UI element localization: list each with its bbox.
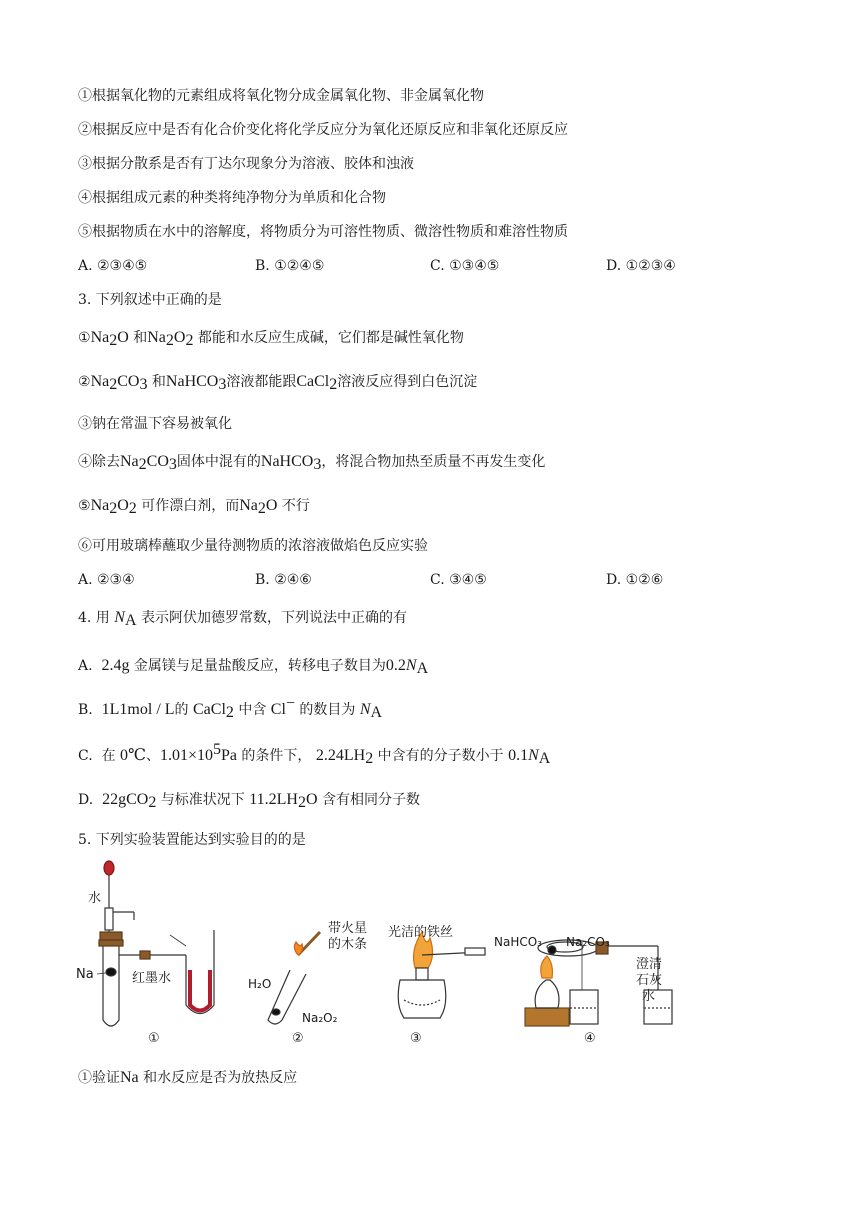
item-2: ②根据反应中是否有化合价变化将化学反应分为氧化还原反应和非氧化还原反应: [78, 122, 568, 138]
q3-statement-2: $②Na_2CO_3$ 和NaHCO$_3$溶液都能跟CaCl$_2$溶液反应得到白色沉淀: [78, 373, 478, 393]
q3-statement-3: ③钠在常温下容易被氧化: [78, 416, 232, 432]
label-lime-2: 石灰: [636, 973, 663, 988]
q2-option-b: B. ①②④⑤: [255, 258, 325, 274]
label-red-ink: 红墨水: [132, 971, 172, 986]
q3-stem: 3. 下列叙述中正确的是: [78, 292, 222, 308]
item-4: ④根据组成元素的种类将纯净物分为单质和化合物: [78, 190, 386, 206]
q3-option-c: C. ③④⑤: [430, 572, 487, 588]
label-lime-3: 水: [642, 989, 656, 1004]
label-na2co3: Na₂CO₃: [566, 935, 610, 949]
q3-option-b: B. ②④⑥: [255, 572, 312, 588]
q3-statement-5: $⑤Na_2O_2$ 可作漂白剂，而$Na_2O$ 不行: [78, 497, 310, 517]
label-h2o: H₂O: [248, 977, 272, 991]
q3-statement-6: ⑥可用玻璃棒蘸取少量待测物质的浓溶液做焰色反应实验: [78, 538, 428, 554]
caption-1: ①: [148, 1031, 160, 1046]
label-spark-1: 带火星: [328, 921, 368, 936]
item-3: ③根据分散系是否有丁达尔现象分为溶液、胶体和浊液: [78, 156, 414, 172]
caption-2: ②: [292, 1031, 304, 1046]
q2-option-a: A. ②③④⑤: [78, 258, 148, 274]
q4-option-a: A. 2.4g 金属镁与足量盐酸反应，转移电子数目为$0.2N_A$: [78, 657, 429, 677]
label-spark-2: 的木条: [328, 937, 368, 952]
q2-option-d: D. ①②③④: [606, 258, 676, 274]
q4-stem: 4. 用 $N_A$ 表示阿伏加德罗常数，下列说法中正确的有: [78, 609, 407, 629]
q3-statement-4: ④除去$Na_2CO_3$固体中混有的NaHCO$_3$，将混合物加热至质量不再发生变化: [78, 453, 546, 473]
caption-3: ③: [410, 1031, 422, 1046]
q4-option-c: C. 在 0℃、$1.01\times 10^5Pa$ 的条件下， $2.24LH_2$ 中含有的分子数小于 $0.1N_A$: [78, 741, 551, 767]
apparatus-figure: [70, 860, 710, 1050]
q4-option-b: B. 1L1mol / L的 CaCl$_2$ 中含 Cl− 的数目为 $N_A$: [78, 695, 383, 721]
item-5: ⑤根据物质在水中的溶解度，将物质分为可溶性物质、微溶性物质和难溶性物质: [78, 224, 568, 240]
label-na2o2: Na₂O₂: [302, 1011, 338, 1025]
label-lime-1: 澄清: [636, 957, 663, 972]
label-water: 水: [88, 891, 102, 906]
q5-stem: 5. 下列实验装置能达到实验目的的是: [78, 832, 306, 848]
q2-option-c: C. ①③④⑤: [430, 258, 500, 274]
item-1: ①根据氧化物的元素组成将氧化物分成金属氧化物、非金属氧化物: [78, 88, 484, 104]
caption-4: ④: [584, 1031, 596, 1046]
q3-option-a: A. ②③④: [78, 572, 135, 588]
apparatus-1: [99, 861, 214, 1026]
apparatus-3: [398, 932, 485, 1018]
label-iron-wire: 光洁的铁丝: [388, 925, 454, 940]
q4-option-d: D. 22gCO$_2$ 与标准状况下 $11.2LH_2O$ 含有相同分子数: [78, 791, 420, 811]
label-na: Na: [76, 967, 94, 982]
q5-statement-1: ①验证Na 和水反应是否为放热反应: [78, 1069, 298, 1086]
q3-statement-1: $①Na_2O$ 和$Na_2O_2$ 都能和水反应生成碱，它们都是碱性氧化物: [78, 329, 464, 349]
q3-option-d: D. ①②⑥: [606, 572, 664, 588]
label-nahco3: NaHCO₃: [494, 935, 542, 949]
